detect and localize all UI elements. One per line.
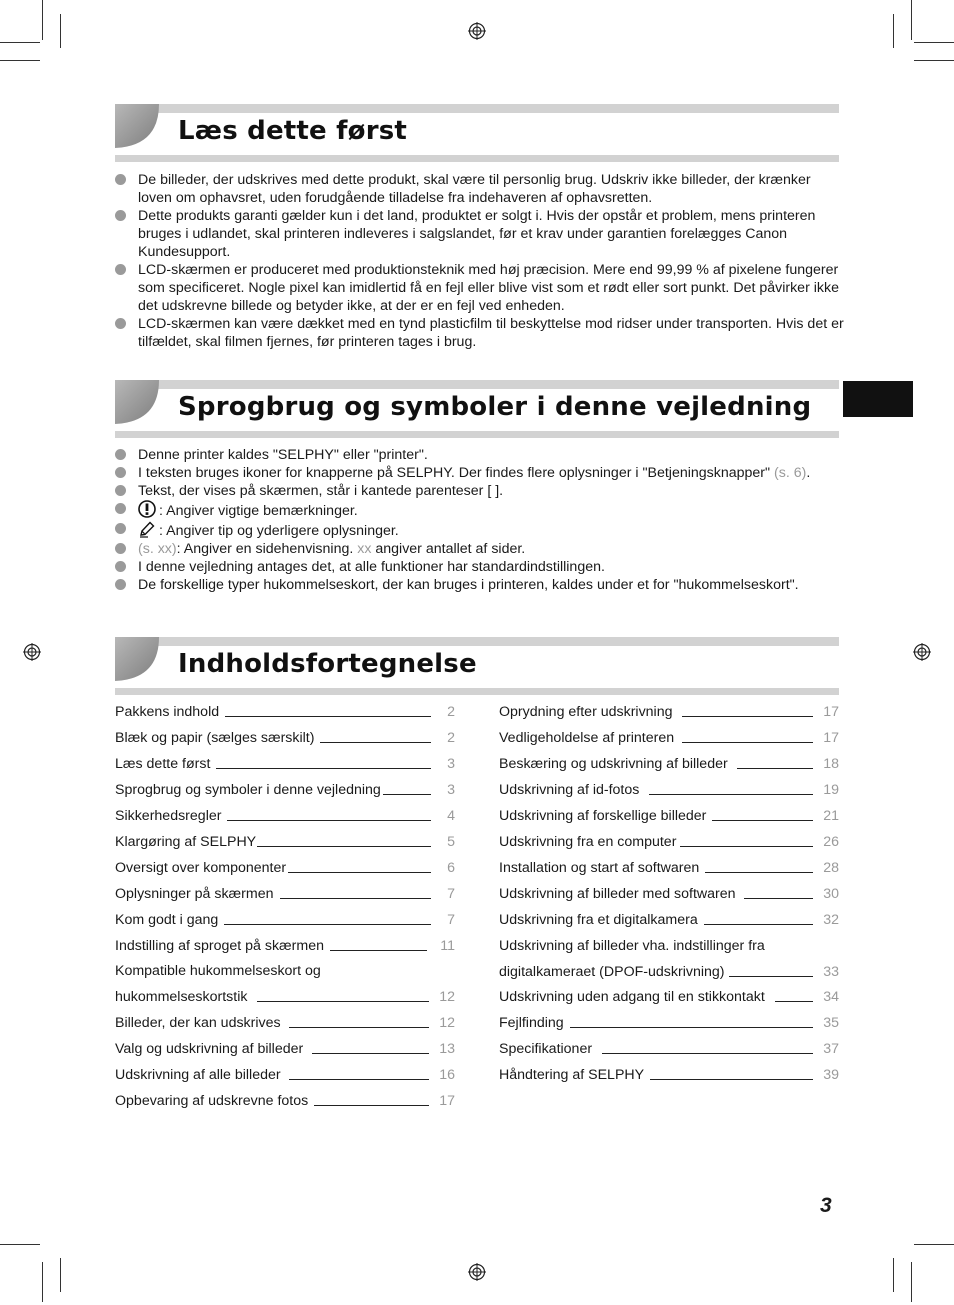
registration-mark-icon — [913, 643, 931, 661]
list-item: De billeder, der udskrives med dette produkt, skal være til personlig brug. Udskriv ikke billeder, der krænker loven om ophavsret, uden forudgående tilladelse fra indehaveren af ophavsretten. — [115, 171, 845, 207]
toc-entry[interactable]: Læs dette først 3 — [115, 756, 455, 772]
toc-entry[interactable]: Pakkens indhold 2 — [115, 704, 455, 720]
crop-mark — [60, 1258, 61, 1292]
toc-entry[interactable]: Fejlfinding 35 — [499, 1015, 839, 1031]
bullet-icon — [115, 543, 126, 554]
header-bar-bottom — [115, 688, 839, 695]
list-item: I denne vejledning antages det, at alle funktioner har standardindstillingen. — [115, 558, 845, 576]
toc-entry[interactable]: Udskrivning af alle billeder 16 — [115, 1067, 455, 1083]
section-header — [115, 104, 839, 162]
section-header — [115, 637, 839, 695]
crop-mark — [42, 1262, 43, 1302]
list-item: Dette produkts garanti gælder kun i det land, produktet er solgt i. Hvis der opstår et problem, mens printeren bruges i udlandet, skal printeren indleveres i salgslandet, før et krav under garantien forelægges Canon Kundesupport. — [115, 207, 845, 261]
bullet-icon — [115, 523, 126, 534]
header-bar-bottom — [115, 431, 839, 438]
section-title: Indholdsfortegnelse — [178, 649, 477, 679]
toc-entry[interactable]: Kom godt i gang 7 — [115, 912, 455, 928]
bullet-icon — [115, 503, 126, 514]
chapter-tab — [843, 381, 913, 417]
toc-entry[interactable]: Blæk og papir (sælges særskilt) 2 — [115, 730, 455, 746]
list-item: LCD-skærmen er produceret med produktionsteknik med høj præcision. Mere end 99,99 % af pixelene fungerer som specificeret. Nogle pixel kan imidlertid få en fejl eller blive vist som et rødt eller sort punkt. Det påvirker ikke det udskrevne billede og betyder ikke, at der er en fejl ved enheden. — [115, 261, 845, 315]
registration-mark-icon — [23, 643, 41, 661]
toc-entry[interactable]: Billeder, der kan udskrives 12 — [115, 1015, 455, 1031]
list-item: Tekst, der vises på skærmen, står i kantede parenteser [ ]. — [115, 482, 845, 500]
toc-entry[interactable]: Sikkerhedsregler 4 — [115, 808, 455, 824]
bullet-icon — [115, 485, 126, 496]
toc-entry[interactable]: Indstilling af sproget på skærmen 11 — [115, 938, 455, 954]
crop-mark — [914, 42, 954, 43]
toc-entry[interactable]: Udskrivning af id-fotos 19 — [499, 782, 839, 798]
toc-entry[interactable]: Udskrivning af forskellige billeder 21 — [499, 808, 839, 824]
header-tab-shape — [115, 380, 163, 438]
toc-right-column — [499, 700, 839, 1090]
header-bar-top — [115, 104, 839, 113]
toc-entry[interactable]: Udskrivning uden adgang til en stikkontakt 34 — [499, 989, 839, 1005]
header-tab-shape — [115, 637, 163, 695]
toc-entry[interactable]: Håndtering af SELPHY 39 — [499, 1067, 839, 1083]
toc-entry[interactable]: Udskrivning fra en computer 26 — [499, 834, 839, 850]
toc-entry[interactable]: Udskrivning fra et digitalkamera 32 — [499, 912, 839, 928]
crop-mark — [893, 1258, 894, 1292]
page-reference: (s. xx) — [138, 541, 177, 557]
section-header — [115, 380, 839, 438]
bullet-icon — [115, 449, 126, 460]
list-item: (s. xx): Angiver en sidehenvisning. xx angiver antallet af sider. — [115, 540, 845, 558]
bullet-icon — [115, 467, 126, 478]
crop-mark — [0, 1244, 40, 1245]
toc-entry[interactable]: Udskrivning af billeder vha. indstillinger fra — [499, 938, 765, 954]
toc-entry[interactable]: digitalkameraet (DPOF-udskrivning) 33 — [499, 964, 839, 980]
toc-entry[interactable]: Klargøring af SELPHY 5 — [115, 834, 455, 850]
bullet-icon — [115, 174, 126, 185]
list-item: LCD-skærmen kan være dækket med en tynd plasticfilm til beskyttelse mod ridser under transporten. Hvis det er tilfældet, skal filmen fjernes, før printeren tages i brug. — [115, 315, 845, 351]
crop-mark — [0, 60, 40, 61]
pencil-icon — [138, 520, 156, 538]
bullet-icon — [115, 561, 126, 572]
crop-mark — [0, 42, 40, 43]
toc-entry[interactable]: Opbevaring af udskrevne fotos 17 — [115, 1093, 455, 1109]
toc-entry[interactable]: Oprydning efter udskrivning 17 — [499, 704, 839, 720]
toc-entry[interactable]: hukommelseskortstik 12 — [115, 989, 455, 1005]
list-item: De forskellige typer hukommelseskort, der kan bruges i printeren, kaldes under et for "hukommelseskort". — [115, 576, 845, 594]
first-list — [115, 171, 845, 351]
section-title: Læs dette først — [178, 116, 408, 146]
toc-entry[interactable]: Oversigt over komponenter 6 — [115, 860, 455, 876]
registration-mark-icon — [468, 1263, 486, 1281]
toc-entry[interactable]: Kompatible hukommelseskort og — [115, 963, 321, 979]
crop-mark — [914, 60, 954, 61]
important-icon — [138, 500, 156, 518]
toc-entry[interactable]: Specifikationer 37 — [499, 1041, 839, 1057]
list-item: I teksten bruges ikoner for knapperne på SELPHY. Der findes flere oplysninger i "Betjeningsknapper" (s. 6). — [115, 464, 845, 482]
list-item: : Angiver tip og yderligere oplysninger. — [115, 520, 845, 540]
bullet-icon — [115, 264, 126, 275]
header-bar-top — [115, 380, 839, 389]
header-bar-top — [115, 637, 839, 646]
conventions-list — [115, 446, 845, 594]
toc-entry[interactable]: Installation og start af softwaren 28 — [499, 860, 839, 876]
list-item: : Angiver vigtige bemærkninger. — [115, 500, 845, 520]
crop-mark — [60, 14, 61, 48]
page-number: 3 — [820, 1194, 832, 1217]
toc-entry[interactable]: Vedligeholdelse af printeren 17 — [499, 730, 839, 746]
header-bar-bottom — [115, 155, 839, 162]
crop-mark — [893, 14, 894, 48]
header-tab-shape — [115, 104, 163, 162]
page-reference: (s. 6) — [774, 465, 807, 481]
crop-mark — [914, 1244, 954, 1245]
toc-entry[interactable]: Sprogbrug og symboler i denne vejledning 3 — [115, 782, 455, 798]
list-item: Denne printer kaldes "SELPHY" eller "printer". — [115, 446, 845, 464]
toc-entry[interactable]: Beskæring og udskrivning af billeder 18 — [499, 756, 839, 772]
toc-left-column — [115, 700, 455, 1110]
toc-entry[interactable]: Oplysninger på skærmen 7 — [115, 886, 455, 902]
registration-mark-icon — [468, 22, 486, 40]
bullet-icon — [115, 579, 126, 590]
crop-mark — [911, 1262, 912, 1302]
section-title: Sprogbrug og symboler i denne vejledning — [178, 392, 812, 422]
toc-entry[interactable]: Valg og udskrivning af billeder 13 — [115, 1041, 455, 1057]
crop-mark — [911, 0, 912, 40]
bullet-icon — [115, 210, 126, 221]
bullet-icon — [115, 318, 126, 329]
crop-mark — [42, 0, 43, 40]
toc-entry[interactable]: Udskrivning af billeder med softwaren 30 — [499, 886, 839, 902]
